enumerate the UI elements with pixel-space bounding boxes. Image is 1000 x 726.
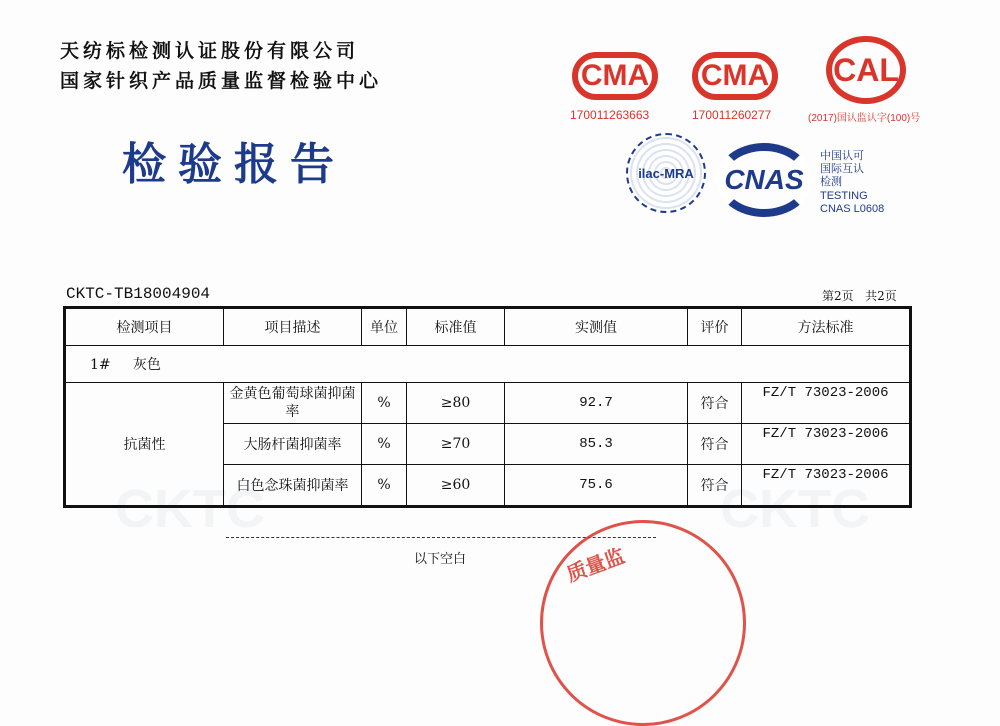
result-cell: 符合: [688, 383, 742, 424]
page-indicator: [822, 287, 897, 304]
page-number: 第2页: [822, 289, 854, 303]
sample-row: [65, 346, 911, 383]
watermark: CKTC: [115, 479, 265, 539]
result-cell: 符合: [688, 424, 742, 465]
cma-number-2: 170011260277: [692, 108, 772, 122]
cal-number: (2017)国认监认字(100)号: [808, 113, 921, 124]
blank-below-note: 以下空白: [414, 552, 467, 567]
desc-cell: 金黄色葡萄球菌抑菌率: [224, 383, 362, 424]
header-cell: 项目描述: [224, 308, 362, 346]
method-cell: FZ/T 73023-2006: [742, 383, 911, 424]
cma-logo-1: CMA: [572, 52, 658, 100]
unit-cell: %: [362, 383, 407, 424]
ilac-mra-logo: ilac-MRA: [626, 133, 706, 213]
cnas-line: CNAS L0608: [820, 202, 885, 215]
table-row: [65, 383, 911, 424]
method-cell: FZ/T 73023-2006: [742, 465, 911, 507]
page-total: 共2页: [865, 289, 897, 303]
sample-color: 灰色: [132, 357, 161, 373]
stamp-text: 质量监: [563, 543, 628, 587]
cnas-line: 国际互认: [820, 163, 864, 176]
cnas-line: TESTING: [820, 189, 868, 202]
header-cell: 标准值: [407, 308, 505, 346]
cnas-caption: [820, 150, 884, 216]
desc-cell: 大肠杆菌抑菌率: [224, 424, 362, 465]
header-cell: 检测项目: [65, 308, 224, 346]
org-name: 天纺标检测认证股份有限公司: [60, 40, 360, 62]
header-cell: 评价: [688, 308, 742, 346]
table-header: [65, 308, 911, 346]
sample-cell: [65, 346, 911, 383]
header-cell: 实测值: [505, 308, 688, 346]
header-cell: 方法标准: [742, 308, 911, 346]
header-cell: 单位: [362, 308, 407, 346]
watermark: CKTC: [720, 479, 870, 539]
category-cell: 抗菌性: [65, 383, 224, 507]
cal-logo: CAL: [826, 36, 906, 104]
desc-cell: 白色念珠菌抑菌率: [224, 465, 362, 507]
center-name: 国家针织产品质量监督检验中心: [60, 70, 383, 92]
results-table: [63, 306, 912, 508]
result-cell: 符合: [688, 465, 742, 507]
unit-cell: %: [362, 465, 407, 507]
cma-logo-2: CMA: [692, 52, 778, 100]
cnas-logo: CNAS: [716, 143, 812, 217]
method-cell: FZ/T 73023-2006: [742, 424, 911, 465]
sample-id: 1#: [90, 357, 111, 373]
official-stamp: [540, 520, 746, 726]
standard-cell: ≥80: [407, 383, 505, 424]
unit-cell: %: [362, 424, 407, 465]
cma-number-1: 170011263663: [570, 108, 650, 122]
measured-cell: 75.6: [505, 465, 688, 507]
cnas-line: 中国认可: [820, 150, 864, 162]
measured-cell: 85.3: [505, 424, 688, 465]
standard-cell: ≥70: [407, 424, 505, 465]
standard-cell: ≥60: [407, 465, 505, 507]
cnas-line: 检测: [820, 176, 842, 189]
report-number: CKTC-TB18004904: [66, 285, 211, 303]
measured-cell: 92.7: [505, 383, 688, 424]
report-title: 检验报告: [122, 139, 346, 190]
